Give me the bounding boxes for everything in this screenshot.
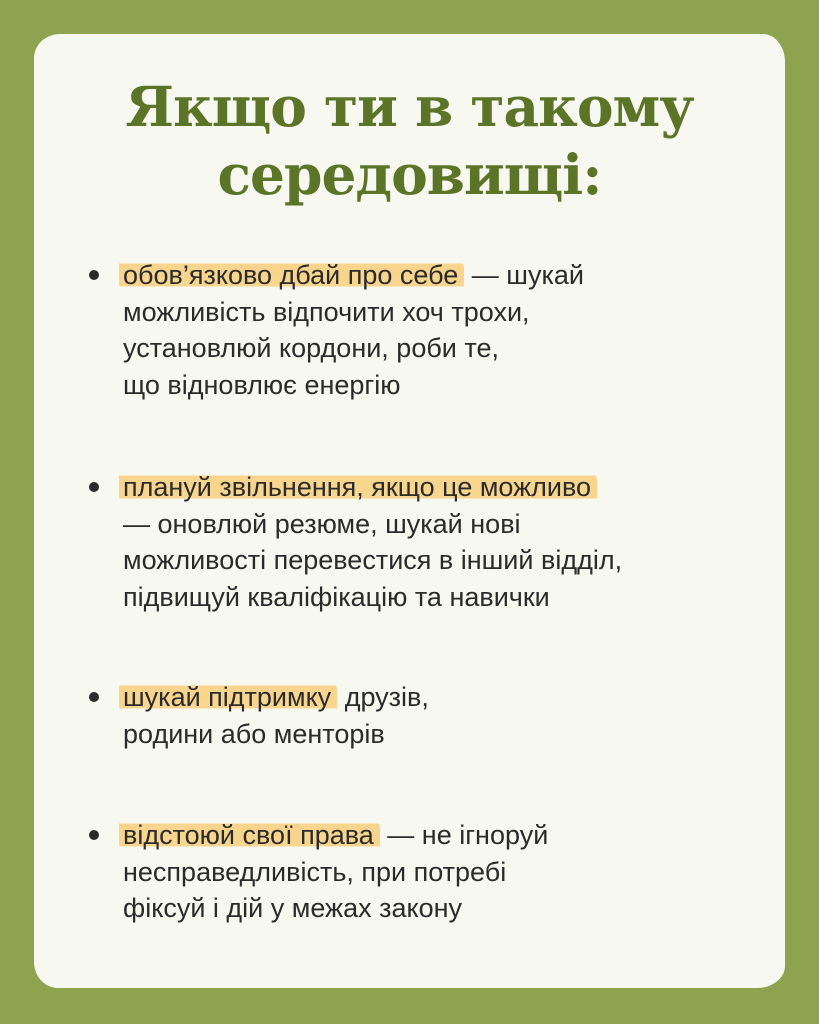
list-item [123, 679, 743, 752]
list-item [123, 817, 743, 927]
title-line-2: середовищі: [217, 142, 602, 207]
list-item [123, 257, 743, 403]
item-text: несправедливість, при потребі [123, 856, 507, 887]
bullet-dot [89, 692, 99, 702]
item-text: фіксуй і дій у межах закону [123, 893, 463, 923]
item-text: — шукай [464, 260, 584, 290]
item-text: можливості перевестися в інший відділ, [123, 545, 623, 575]
item-text: що відновлює енергію [123, 369, 401, 400]
list-item [123, 469, 743, 615]
highlighted-text: відстоюй свої права [119, 820, 380, 850]
bullet-dot [89, 482, 99, 492]
item-text: підвищуй кваліфікацію та навички [123, 581, 550, 612]
item-text: можливість відпочити хоч трохи, [123, 296, 530, 327]
highlighted-text: обов’язково дбай про себе [119, 260, 464, 290]
bullet-dot [89, 830, 99, 840]
item-text: — оновлюй резюме, шукай нові [123, 508, 521, 539]
item-text: друзів, [337, 682, 429, 712]
highlighted-text: шукай підтримку [119, 682, 337, 712]
item-text: родини або менторів [123, 718, 385, 749]
item-text: — не ігноруй [379, 820, 549, 850]
title-line-1: Якщо ти в такому [125, 74, 694, 139]
bullet-dot [89, 270, 99, 280]
item-text: установлюй кордони, роби те, [123, 333, 499, 363]
highlighted-text: плануй звільнення, якщо це можливо [119, 472, 597, 502]
